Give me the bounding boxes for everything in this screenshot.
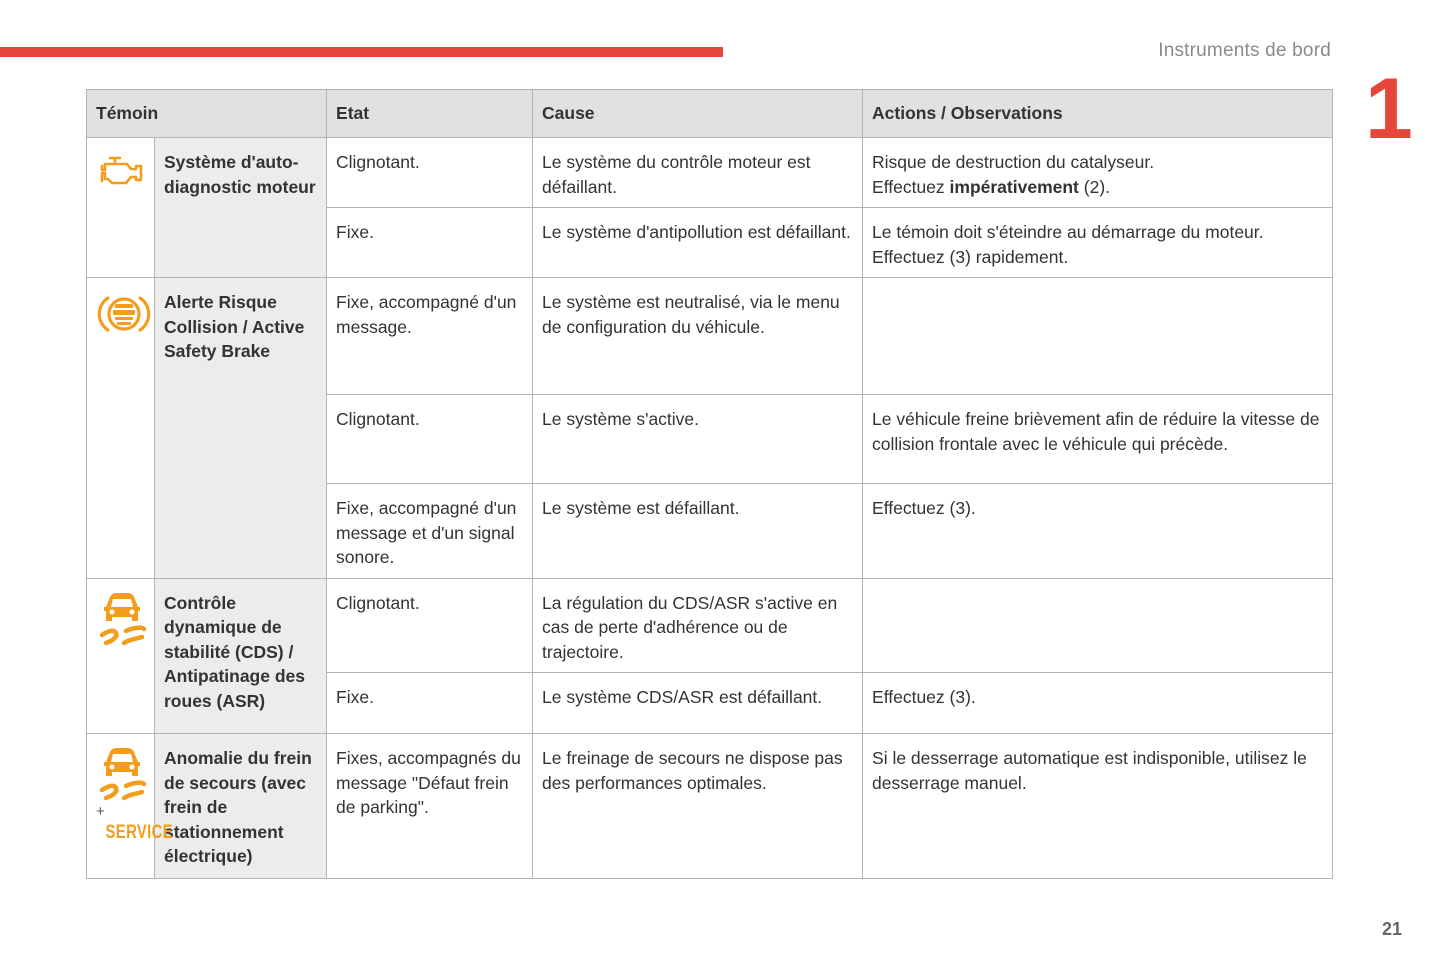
state-cell: Clignotant. bbox=[327, 578, 533, 673]
action-text: Effectuez bbox=[872, 176, 950, 197]
icon-cell bbox=[87, 138, 155, 278]
state-cell: Fixe. bbox=[327, 673, 533, 734]
state-cell: Fixe, accompagné d'un message et d'un signal sonore. bbox=[327, 484, 533, 579]
action-cell: Effectuez (3). bbox=[863, 673, 1333, 734]
state-cell: Clignotant. bbox=[327, 138, 533, 208]
icon-cell bbox=[87, 734, 174, 879]
stability-control-icon bbox=[96, 591, 145, 647]
plus-sign: + bbox=[96, 803, 105, 820]
table-row bbox=[87, 278, 1333, 395]
action-cell bbox=[863, 278, 1333, 395]
column-header-cause: Cause bbox=[533, 90, 863, 138]
column-header-actions: Actions / Observations bbox=[863, 90, 1333, 138]
cause-cell: Le freinage de secours ne dispose pas des performances optimales. bbox=[533, 734, 863, 879]
action-text: (2). bbox=[1078, 176, 1111, 197]
state-cell: Fixe. bbox=[327, 208, 533, 278]
header-accent-bar bbox=[0, 47, 723, 57]
state-cell: Fixe, accompagné d'un message. bbox=[327, 278, 533, 395]
indicator-name-stability-control: Contrôle dynamique de stabilité (CDS) / Antipatinage des roues (ASR) bbox=[155, 578, 327, 734]
indicator-name-emergency-brake: Anomalie du frein de secours (avec frein de stationnement électrique) bbox=[155, 734, 327, 879]
cause-cell: Le système du contrôle moteur est défaillant. bbox=[533, 138, 863, 208]
action-text: Risque de destruction du catalyseur. bbox=[872, 152, 1155, 172]
action-cell: Le témoin doit s'éteindre au démarrage du moteur. Effectuez (3) rapidement. bbox=[863, 208, 1333, 278]
table-row bbox=[87, 578, 1333, 673]
chapter-number: 1 bbox=[1365, 61, 1413, 157]
action-emphasis: impérativement bbox=[949, 176, 1079, 197]
collision-alert-icon bbox=[96, 290, 145, 338]
cause-cell: Le système d'antipollution est défaillant. bbox=[533, 208, 863, 278]
engine-check-icon bbox=[96, 150, 145, 190]
cause-cell: Le système s'active. bbox=[533, 395, 863, 484]
action-cell: Effectuez (3). bbox=[863, 484, 1333, 579]
cause-cell: Le système CDS/ASR est défaillant. bbox=[533, 673, 863, 734]
state-cell: Fixes, accompagnés du message "Défaut frein de parking". bbox=[327, 734, 533, 879]
warning-lights-table bbox=[86, 89, 1333, 879]
section-title: Instruments de bord bbox=[1158, 40, 1331, 61]
action-cell: Si le desserrage automatique est indisponible, utilisez le desserrage manuel. bbox=[863, 734, 1333, 879]
stability-control-icon bbox=[96, 746, 145, 802]
action-cell bbox=[863, 578, 1333, 673]
indicator-name-engine-diagnostic: Système d'auto-diagnostic moteur bbox=[155, 138, 327, 278]
state-cell: Clignotant. bbox=[327, 395, 533, 484]
page-number: 21 bbox=[1382, 919, 1403, 939]
icon-cell bbox=[87, 278, 155, 579]
table-header-row bbox=[87, 90, 1333, 138]
cause-cell: Le système est défaillant. bbox=[533, 484, 863, 579]
table-row bbox=[87, 734, 1333, 879]
cause-cell: La régulation du CDS/ASR s'active en cas de perte d'adhérence ou de trajectoire. bbox=[533, 578, 863, 673]
column-header-etat: Etat bbox=[327, 90, 533, 138]
table-row bbox=[87, 138, 1333, 208]
service-icon: SERVICE bbox=[105, 822, 174, 843]
cause-cell: Le système est neutralisé, via le menu de configuration du véhicule. bbox=[533, 278, 863, 395]
icon-cell bbox=[87, 578, 155, 734]
action-cell: Le véhicule freine brièvement afin de réduire la vitesse de collision frontale avec le véhicule qui précède. bbox=[863, 395, 1333, 484]
action-cell bbox=[863, 138, 1333, 208]
column-header-temoin: Témoin bbox=[87, 90, 327, 138]
indicator-name-collision-alert: Alerte Risque Collision / Active Safety Brake bbox=[155, 278, 327, 579]
